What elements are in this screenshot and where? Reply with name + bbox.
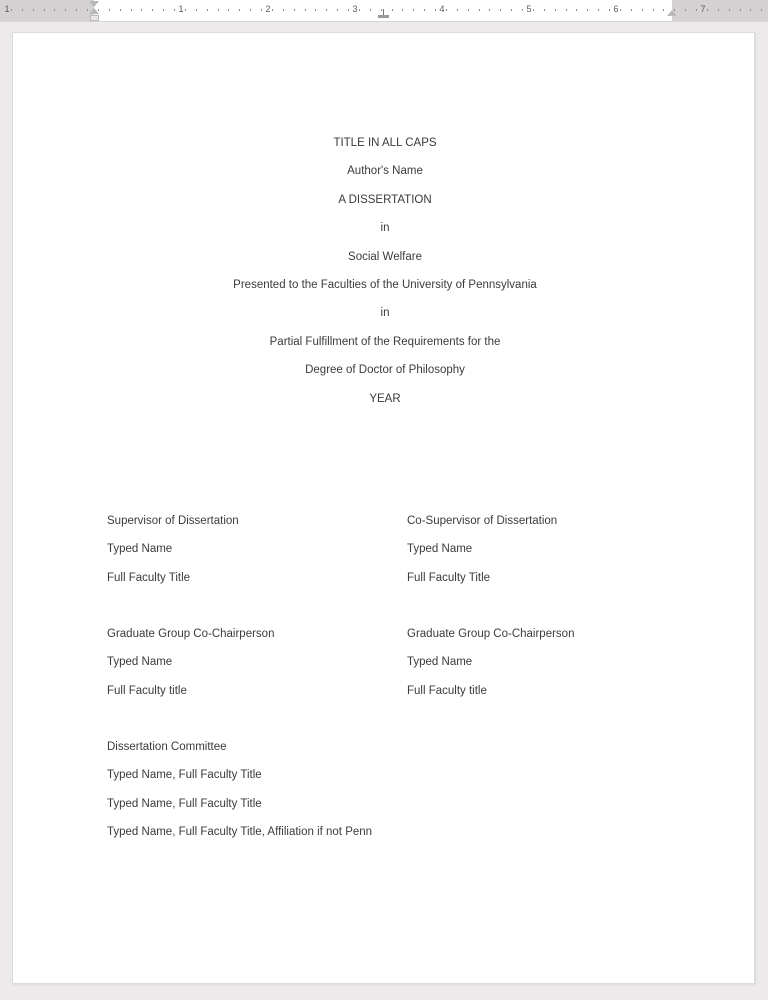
signature-line: Graduate Group Co-Chairperson <box>107 628 275 640</box>
ruler-number: 6 <box>613 4 619 14</box>
ruler-eighth-inch-tick <box>479 9 480 11</box>
signature-line: Typed Name <box>407 543 473 556</box>
ruler-eighth-inch-tick <box>609 9 610 11</box>
ruler-eighth-inch-tick <box>707 9 708 11</box>
signature-line: Full Faculty Title <box>407 571 491 584</box>
ruler-eighth-inch-tick <box>718 9 719 11</box>
ruler-eighth-inch-tick <box>359 9 360 11</box>
ruler-eighth-inch-tick <box>457 9 458 11</box>
left-indent-box-icon[interactable] <box>90 15 99 21</box>
ruler-number: 7 <box>700 4 706 14</box>
ruler-eighth-inch-tick <box>544 9 545 11</box>
ruler-eighth-inch-tick <box>740 9 741 11</box>
ruler-eighth-inch-tick <box>207 9 208 11</box>
ruler-eighth-inch-tick <box>468 9 469 11</box>
ruler-eighth-inch-tick <box>500 9 501 11</box>
first-line-indent-icon[interactable] <box>89 1 99 7</box>
signature-group-chairpersons <box>95 620 695 705</box>
ruler-number: 1 <box>178 4 184 14</box>
ruler-eighth-inch-tick <box>337 9 338 11</box>
ruler-eighth-inch-tick <box>196 9 197 11</box>
title-block-line: Degree of Doctor of Philosophy <box>305 364 465 377</box>
ruler-eighth-inch-tick <box>294 9 295 11</box>
horizontal-ruler[interactable] <box>0 0 768 22</box>
ruler-eighth-inch-tick <box>446 9 447 11</box>
ruler-eighth-inch-tick <box>392 9 393 11</box>
signature-line: Typed Name <box>407 656 473 669</box>
title-block-line: Author's Name <box>347 165 423 178</box>
signature-column-right <box>395 620 695 705</box>
title-block-line: Partial Fulfillment of the Requirements for the <box>269 335 501 348</box>
ruler-eighth-inch-tick <box>653 9 654 11</box>
ruler-eighth-inch-tick <box>489 9 490 11</box>
signature-line: Typed Name <box>107 656 173 669</box>
committee-line: Typed Name, Full Faculty Title, Affiliation if not Penn <box>107 826 373 839</box>
ruler-eighth-inch-tick <box>283 9 284 11</box>
signature-line: Full Faculty Title <box>107 571 191 584</box>
ruler-eighth-inch-tick <box>152 9 153 11</box>
signature-line: Full Faculty title <box>407 684 487 697</box>
ruler-eighth-inch-tick <box>218 9 219 11</box>
ruler-eighth-inch-tick <box>631 9 632 11</box>
signature-group-supervisors <box>95 507 695 592</box>
ruler-eighth-inch-tick <box>315 9 316 11</box>
ruler-eighth-inch-tick <box>163 9 164 11</box>
ruler-eighth-inch-tick <box>685 9 686 11</box>
ruler-number: 5 <box>526 4 532 14</box>
ruler-eighth-inch-tick <box>413 9 414 11</box>
hanging-indent-icon[interactable] <box>89 8 99 14</box>
ruler-eighth-inch-tick <box>141 9 142 11</box>
ruler-eighth-inch-tick <box>272 9 273 11</box>
signature-column-right <box>395 507 695 592</box>
signature-line: Typed Name <box>107 543 173 556</box>
left-indent-marker[interactable] <box>89 0 100 21</box>
ruler-eighth-inch-tick <box>326 9 327 11</box>
ruler-number: 2 <box>265 4 271 14</box>
ruler-eighth-inch-tick <box>402 9 403 11</box>
ruler-eighth-inch-tick <box>761 9 762 11</box>
ruler-eighth-inch-tick <box>120 9 121 11</box>
tab-base <box>378 15 389 18</box>
ruler-eighth-inch-tick <box>566 9 567 11</box>
ruler-eighth-inch-tick <box>642 9 643 11</box>
ruler-eighth-inch-tick <box>33 9 34 11</box>
ruler-eighth-inch-tick <box>44 9 45 11</box>
title-block-line: in <box>380 222 390 235</box>
ruler-eighth-inch-tick <box>620 9 621 11</box>
committee-line: Dissertation Committee <box>107 741 227 753</box>
ruler-eighth-inch-tick <box>87 9 88 11</box>
ruler-number: 1 <box>4 4 10 14</box>
title-block-line: A DISSERTATION <box>338 193 432 206</box>
ruler-eighth-inch-tick <box>109 9 110 11</box>
ruler-eighth-inch-tick <box>555 9 556 11</box>
ruler-eighth-inch-tick <box>228 9 229 11</box>
ruler-eighth-inch-tick <box>54 9 55 11</box>
signature-column-left <box>95 620 395 705</box>
title-block-line: Social Welfare <box>348 250 422 263</box>
ruler-eighth-inch-tick <box>663 9 664 11</box>
signature-line: Supervisor of Dissertation <box>107 515 239 527</box>
ruler-eighth-inch-tick <box>696 9 697 11</box>
ruler-eighth-inch-tick <box>729 9 730 11</box>
ruler-eighth-inch-tick <box>533 9 534 11</box>
right-indent-marker[interactable] <box>667 0 678 21</box>
center-tab-stop-icon[interactable] <box>378 9 389 19</box>
ruler-number: 3 <box>352 4 358 14</box>
ruler-eighth-inch-tick <box>598 9 599 11</box>
ruler-eighth-inch-tick <box>76 9 77 11</box>
ruler-number: 4 <box>439 4 445 14</box>
ruler-eighth-inch-tick <box>750 9 751 11</box>
ruler-eighth-inch-tick <box>174 9 175 11</box>
ruler-eighth-inch-tick <box>261 9 262 11</box>
ruler-eighth-inch-tick <box>435 9 436 11</box>
ruler-eighth-inch-tick <box>22 9 23 11</box>
signature-line: Full Faculty title <box>107 684 187 697</box>
signature-line: Co-Supervisor of Dissertation <box>407 515 558 527</box>
ruler-eighth-inch-tick <box>370 9 371 11</box>
ruler-eighth-inch-tick <box>305 9 306 11</box>
signature-column-left <box>95 507 395 592</box>
document-body[interactable] <box>13 33 754 983</box>
committee-line: Typed Name, Full Faculty Title <box>107 769 262 782</box>
ruler-eighth-inch-tick <box>250 9 251 11</box>
title-block <box>95 129 675 413</box>
title-block-line: in <box>380 307 390 320</box>
ruler-eighth-inch-tick <box>131 9 132 11</box>
ruler-eighth-inch-tick <box>424 9 425 11</box>
document-canvas <box>0 22 768 1000</box>
document-page[interactable] <box>12 32 755 984</box>
ruler-eighth-inch-tick <box>511 9 512 11</box>
ruler-eighth-inch-tick <box>185 9 186 11</box>
ruler-eighth-inch-tick <box>239 9 240 11</box>
title-block-line: YEAR <box>369 392 401 405</box>
ruler-eighth-inch-tick <box>522 9 523 11</box>
ruler-eighth-inch-tick <box>65 9 66 11</box>
ruler-eighth-inch-tick <box>576 9 577 11</box>
right-indent-icon[interactable] <box>667 10 677 16</box>
signature-line: Graduate Group Co-Chairperson <box>407 628 575 640</box>
ruler-eighth-inch-tick <box>11 9 12 11</box>
dissertation-committee-block <box>107 733 667 847</box>
title-block-line: TITLE IN ALL CAPS <box>333 137 437 149</box>
committee-line: Typed Name, Full Faculty Title <box>107 797 262 810</box>
title-block-line: Presented to the Faculties of the University of Pennsylvania <box>233 279 537 292</box>
ruler-eighth-inch-tick <box>587 9 588 11</box>
ruler-eighth-inch-tick <box>348 9 349 11</box>
